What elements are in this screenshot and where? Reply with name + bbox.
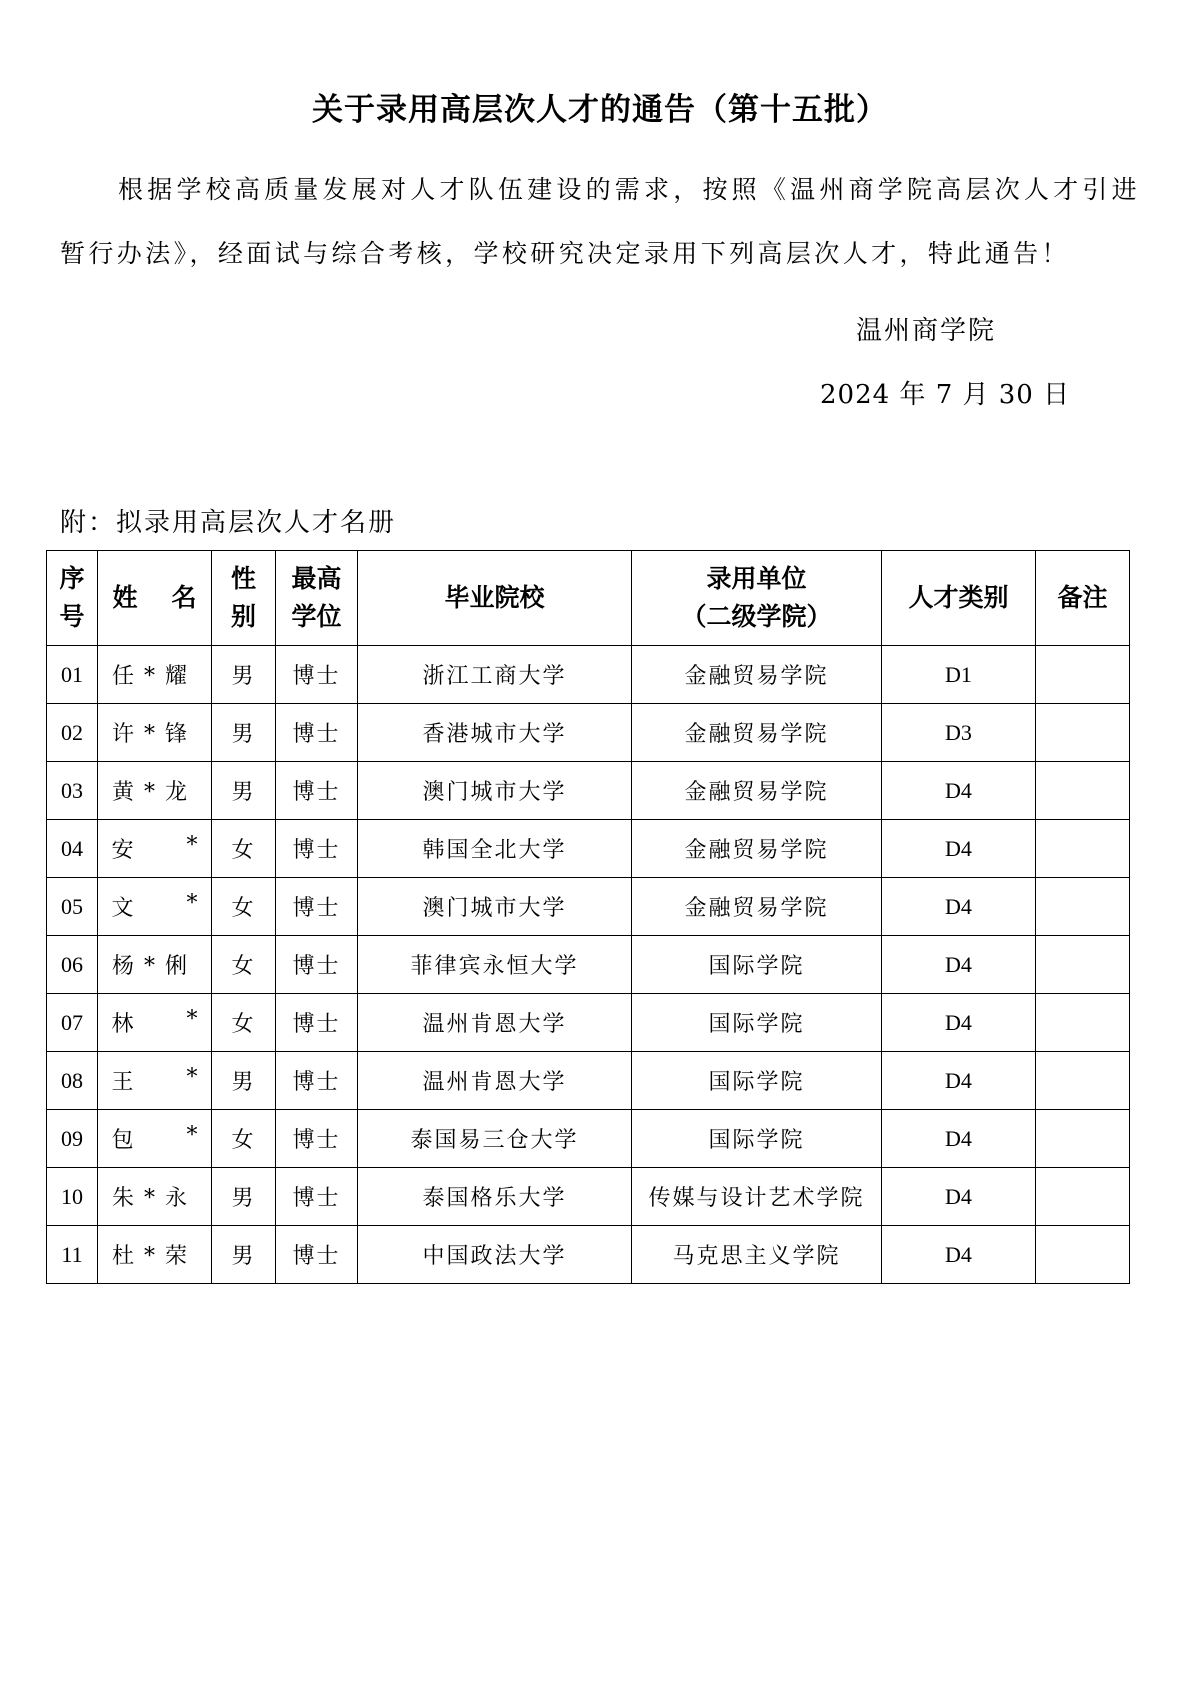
cell-seq: 02	[47, 704, 98, 762]
table-row	[47, 936, 1130, 994]
cell-name	[98, 762, 212, 820]
header-category: 人才类别	[882, 551, 1036, 646]
cell-seq: 11	[47, 1226, 98, 1284]
table-row	[47, 1052, 1130, 1110]
person-name: 文 *	[111, 891, 198, 921]
cell-name	[98, 936, 212, 994]
table-row	[47, 1110, 1130, 1168]
cell-name	[98, 704, 212, 762]
cell-school: 中国政法大学	[358, 1226, 632, 1284]
cell-gender: 男	[212, 1052, 276, 1110]
cell-name	[98, 820, 212, 878]
notice-body: 根据学校高质量发展对人才队伍建设的需求，按照《温州商学院高层次人才引进暂行办法》，经面试与综合考核，学校研究决定录用下列高层次人才，特此通告！	[60, 175, 1140, 268]
table-body	[47, 646, 1130, 1284]
cell-seq: 10	[47, 1168, 98, 1226]
cell-school: 泰国易三仓大学	[358, 1110, 632, 1168]
cell-category: D4	[882, 878, 1036, 936]
cell-unit: 金融贸易学院	[632, 878, 882, 936]
cell-name	[98, 1110, 212, 1168]
person-name: 杨*俐	[111, 954, 197, 979]
cell-gender: 男	[212, 704, 276, 762]
cell-remark	[1036, 704, 1130, 762]
header-unit-line1: 录用单位	[706, 564, 807, 593]
cell-gender: 女	[212, 936, 276, 994]
cell-seq: 06	[47, 936, 98, 994]
cell-unit: 国际学院	[632, 1052, 882, 1110]
cell-category: D3	[882, 704, 1036, 762]
table-row	[47, 1168, 1130, 1226]
cell-unit: 金融贸易学院	[632, 646, 882, 704]
cell-degree: 博士	[276, 936, 358, 994]
cell-degree: 博士	[276, 878, 358, 936]
cell-seq: 05	[47, 878, 98, 936]
person-name: 朱*永	[111, 1186, 197, 1211]
cell-name	[98, 878, 212, 936]
issue-date: 2024 年 7 月 30 日	[820, 380, 1071, 410]
table-row	[47, 762, 1130, 820]
cell-degree: 博士	[276, 1052, 358, 1110]
person-name: 许*锋	[111, 722, 197, 747]
table-row	[47, 646, 1130, 704]
cell-remark	[1036, 820, 1130, 878]
cell-gender: 男	[212, 762, 276, 820]
header-unit	[632, 551, 882, 646]
cell-unit: 金融贸易学院	[632, 704, 882, 762]
cell-category: D4	[882, 820, 1036, 878]
cell-degree: 博士	[276, 1226, 358, 1284]
cell-gender: 男	[212, 1168, 276, 1226]
header-gender: 性别	[212, 551, 276, 646]
cell-school: 泰国格乐大学	[358, 1168, 632, 1226]
person-name: 王 *	[111, 1065, 198, 1095]
person-name: 林 *	[111, 1007, 198, 1037]
person-name: 任*耀	[111, 664, 197, 689]
cell-seq: 03	[47, 762, 98, 820]
cell-unit: 金融贸易学院	[632, 762, 882, 820]
person-name: 黄*龙	[111, 780, 197, 805]
cell-category: D1	[882, 646, 1036, 704]
cell-unit: 国际学院	[632, 1110, 882, 1168]
person-name: 安 *	[111, 833, 198, 863]
cell-seq: 09	[47, 1110, 98, 1168]
cell-degree: 博士	[276, 1110, 358, 1168]
cell-remark	[1036, 646, 1130, 704]
table-row	[47, 878, 1130, 936]
header-remark: 备注	[1036, 551, 1130, 646]
cell-remark	[1036, 1226, 1130, 1284]
cell-remark	[1036, 1110, 1130, 1168]
table-header-row	[47, 551, 1130, 646]
table-row	[47, 1226, 1130, 1284]
document-title: 关于录用高层次人才的通告（第十五批）	[312, 92, 888, 128]
cell-name	[98, 994, 212, 1052]
cell-remark	[1036, 1052, 1130, 1110]
cell-unit: 国际学院	[632, 936, 882, 994]
header-name: 姓名	[98, 551, 212, 646]
table-row	[47, 994, 1130, 1052]
cell-degree: 博士	[276, 704, 358, 762]
cell-remark	[1036, 878, 1130, 936]
cell-remark	[1036, 762, 1130, 820]
cell-gender: 男	[212, 1226, 276, 1284]
cell-school: 温州肯恩大学	[358, 1052, 632, 1110]
cell-school: 香港城市大学	[358, 704, 632, 762]
cell-school: 菲律宾永恒大学	[358, 936, 632, 994]
cell-name	[98, 1226, 212, 1284]
cell-school: 澳门城市大学	[358, 762, 632, 820]
cell-gender: 女	[212, 878, 276, 936]
annex-title: 附：拟录用高层次人才名册	[60, 508, 397, 538]
cell-school: 韩国全北大学	[358, 820, 632, 878]
cell-category: D4	[882, 994, 1036, 1052]
cell-category: D4	[882, 1110, 1036, 1168]
header-unit-line2: （二级学院）	[681, 602, 832, 631]
cell-name	[98, 1168, 212, 1226]
talent-roster-table	[46, 550, 1130, 1284]
person-name: 包 *	[111, 1123, 198, 1153]
cell-category: D4	[882, 1226, 1036, 1284]
table-row	[47, 820, 1130, 878]
cell-unit: 马克思主义学院	[632, 1226, 882, 1284]
cell-school: 澳门城市大学	[358, 878, 632, 936]
person-name: 杜*荣	[111, 1244, 197, 1269]
cell-school: 浙江工商大学	[358, 646, 632, 704]
cell-degree: 博士	[276, 820, 358, 878]
cell-seq: 01	[47, 646, 98, 704]
cell-seq: 04	[47, 820, 98, 878]
cell-category: D4	[882, 936, 1036, 994]
cell-degree: 博士	[276, 994, 358, 1052]
header-seq: 序号	[47, 551, 98, 646]
cell-remark	[1036, 1168, 1130, 1226]
cell-gender: 女	[212, 994, 276, 1052]
cell-unit: 传媒与设计艺术学院	[632, 1168, 882, 1226]
cell-seq: 07	[47, 994, 98, 1052]
cell-remark	[1036, 936, 1130, 994]
cell-unit: 金融贸易学院	[632, 820, 882, 878]
header-school: 毕业院校	[358, 551, 632, 646]
cell-degree: 博士	[276, 646, 358, 704]
cell-gender: 女	[212, 820, 276, 878]
cell-gender: 女	[212, 1110, 276, 1168]
cell-degree: 博士	[276, 1168, 358, 1226]
cell-category: D4	[882, 1052, 1036, 1110]
table-row	[47, 704, 1130, 762]
issuer-name: 温州商学院	[856, 316, 997, 346]
cell-category: D4	[882, 762, 1036, 820]
cell-school: 温州肯恩大学	[358, 994, 632, 1052]
cell-remark	[1036, 994, 1130, 1052]
cell-name	[98, 646, 212, 704]
cell-name	[98, 1052, 212, 1110]
header-degree: 最高学位	[276, 551, 358, 646]
cell-category: D4	[882, 1168, 1036, 1226]
cell-unit: 国际学院	[632, 994, 882, 1052]
cell-degree: 博士	[276, 762, 358, 820]
cell-gender: 男	[212, 646, 276, 704]
cell-seq: 08	[47, 1052, 98, 1110]
